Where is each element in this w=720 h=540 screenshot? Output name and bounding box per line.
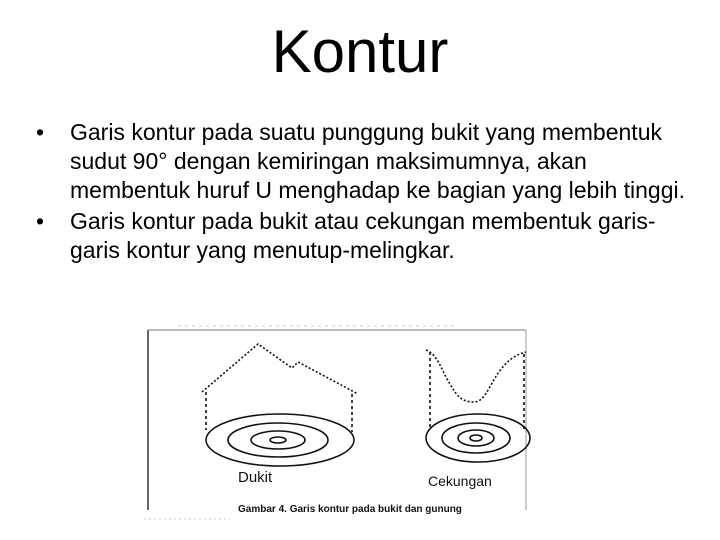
contour-illustration: [138, 322, 538, 528]
hill-contour-inner: [251, 431, 305, 449]
depression-drawing: [426, 350, 530, 462]
bullet-marker: •: [36, 119, 45, 145]
bullet-marker: •: [36, 208, 45, 234]
depression-profile: [426, 350, 526, 402]
depression-contour-inner: [458, 430, 494, 446]
hill-profile: [202, 344, 358, 394]
bullet-item: [36, 118, 686, 205]
bullet-text: Garis kontur pada bukit atau cekungan membentuk garis-garis kontur yang menutup-melingkar.: [70, 208, 656, 263]
contour-figure: [138, 322, 538, 528]
bullet-item: [36, 207, 686, 265]
bullet-text: Garis kontur pada suatu punggung bukit yang membentuk sudut 90° dengan kemiringan maksimumnya, akan membentuk huruf U menghadap ke bagian yang lebih tinggi.: [70, 119, 686, 203]
hill-contour-middle: [228, 423, 328, 457]
depression-contour-middle: [442, 423, 510, 453]
depression-label: Cekungan: [428, 473, 492, 489]
hill-contour-center: [270, 437, 286, 443]
depression-contour-center: [470, 435, 482, 441]
figure-caption: Gambar 4. Garis kontur pada bukit dan gunung: [238, 504, 462, 515]
slide-title: Kontur: [271, 18, 449, 85]
bullet-list: [36, 118, 686, 267]
hill-drawing: [202, 344, 358, 466]
hill-label: Dukit: [238, 469, 273, 486]
